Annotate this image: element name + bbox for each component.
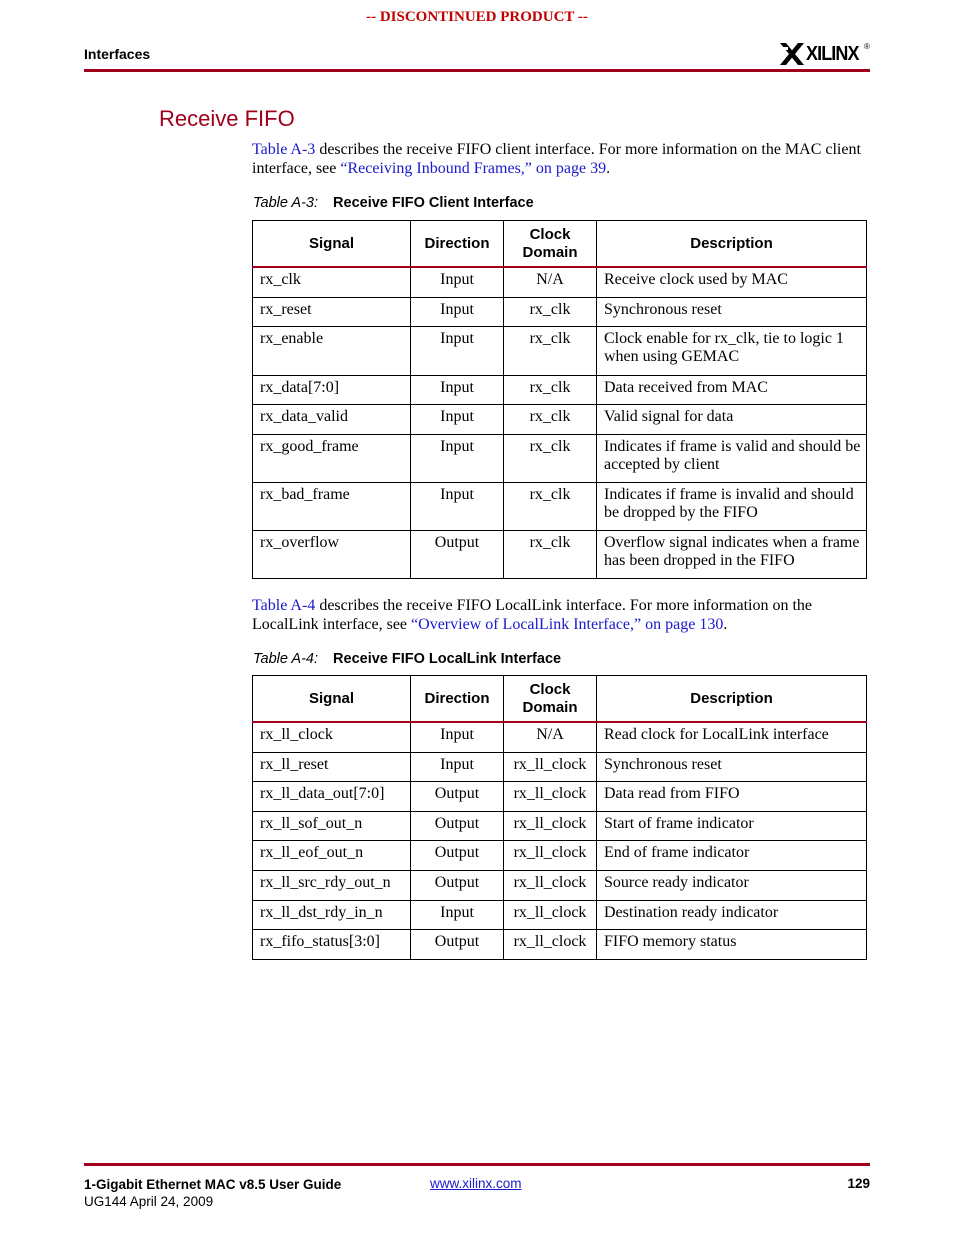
caption-title: Receive FIFO LocalLink Interface	[333, 651, 562, 667]
cell-clock-domain: N/A	[504, 267, 597, 297]
header-rule	[84, 69, 870, 72]
cell-clock-domain: rx_ll_clock	[504, 811, 597, 840]
cell-signal: rx_ll_eof_out_n	[253, 840, 411, 870]
cell-signal: rx_ll_reset	[253, 752, 411, 781]
table-row	[253, 404, 867, 434]
table-row	[253, 781, 867, 811]
cell-clock-domain: rx_ll_clock	[504, 929, 597, 959]
page-number: 129	[847, 1176, 870, 1191]
table-row	[253, 929, 867, 959]
cell-description: Synchronous reset	[597, 297, 867, 326]
caption-number: Table A-3:	[253, 195, 319, 211]
cell-description: Receive clock used by MAC	[597, 267, 867, 297]
column-header-direction: Direction	[411, 221, 504, 268]
cell-signal: rx_data[7:0]	[253, 375, 411, 404]
cell-clock-domain: rx_ll_clock	[504, 752, 597, 781]
cell-clock-domain: rx_ll_clock	[504, 840, 597, 870]
link-receiving-inbound-frames[interactable]: “Receiving Inbound Frames,” on page 39	[340, 159, 607, 177]
cell-direction: Output	[411, 929, 504, 959]
paragraph-text: describes the receive FIFO client interface. For more information on the MAC client interface, see	[252, 141, 861, 177]
table-receive-fifo-client	[252, 220, 867, 579]
table-header-row	[253, 221, 867, 268]
paragraph-table-a3-intro	[252, 141, 867, 178]
footer-doc-id: UG144 April 24, 2009	[84, 1194, 214, 1209]
paragraph-text: .	[606, 159, 611, 177]
cell-direction: Input	[411, 297, 504, 326]
cell-description: Indicates if frame is valid and should be accepted by client	[597, 434, 867, 482]
column-header-signal: Signal	[253, 221, 411, 268]
cell-direction: Input	[411, 404, 504, 434]
cell-signal: rx_enable	[253, 326, 411, 375]
column-header-direction: Direction	[411, 676, 504, 723]
cell-description: Destination ready indicator	[597, 900, 867, 929]
cell-description: Start of frame indicator	[597, 811, 867, 840]
cell-signal: rx_good_frame	[253, 434, 411, 482]
table-row	[253, 840, 867, 870]
cell-description: Source ready indicator	[597, 870, 867, 900]
table-row	[253, 326, 867, 375]
cell-direction: Input	[411, 267, 504, 297]
column-header-signal: Signal	[253, 676, 411, 723]
header-section-name: Interfaces	[84, 46, 151, 62]
table-row	[253, 297, 867, 326]
paragraph-text: .	[723, 615, 728, 633]
cell-clock-domain: rx_clk	[504, 297, 597, 326]
cell-clock-domain: rx_clk	[504, 326, 597, 375]
cell-description: Synchronous reset	[597, 752, 867, 781]
cell-signal: rx_ll_data_out[7:0]	[253, 781, 411, 811]
cell-signal: rx_data_valid	[253, 404, 411, 434]
cell-description: Valid signal for data	[597, 404, 867, 434]
section-title: Receive FIFO	[159, 106, 295, 131]
table-row	[253, 375, 867, 404]
cell-description: FIFO memory status	[597, 929, 867, 959]
cell-direction: Input	[411, 326, 504, 375]
cell-signal: rx_ll_dst_rdy_in_n	[253, 900, 411, 929]
link-overview-locallink-interface[interactable]: “Overview of LocalLink Interface,” on page 130	[411, 615, 724, 633]
cell-description: End of frame indicator	[597, 840, 867, 870]
footer-left	[84, 1176, 341, 1210]
table-header-row	[253, 676, 867, 723]
cell-direction: Input	[411, 434, 504, 482]
xilinx-logo-text: XILINX	[806, 42, 859, 65]
paragraph-table-a4-intro	[252, 597, 867, 634]
cell-clock-domain: rx_ll_clock	[504, 870, 597, 900]
link-table-a3[interactable]: Table A-3	[252, 141, 316, 158]
discontinued-banner: -- DISCONTINUED PRODUCT --	[366, 9, 588, 25]
table-row	[253, 434, 867, 482]
caption-title: Receive FIFO Client Interface	[333, 195, 534, 211]
xilinx-logo	[779, 40, 870, 68]
cell-direction: Output	[411, 530, 504, 578]
table-row	[253, 752, 867, 781]
cell-description: Clock enable for rx_clk, tie to logic 1 when using GEMAC	[597, 326, 867, 375]
cell-signal: rx_bad_frame	[253, 482, 411, 530]
cell-description: Overflow signal indicates when a frame has been dropped in the FIFO	[597, 530, 867, 578]
column-header-description: Description	[597, 676, 867, 723]
column-header-clock-domain: Clock Domain	[504, 676, 597, 723]
cell-direction: Input	[411, 722, 504, 752]
table-row	[253, 722, 867, 752]
cell-signal: rx_clk	[253, 267, 411, 297]
cell-signal: rx_reset	[253, 297, 411, 326]
cell-direction: Input	[411, 752, 504, 781]
registered-mark: ®	[864, 42, 870, 51]
table-row	[253, 267, 867, 297]
cell-signal: rx_ll_clock	[253, 722, 411, 752]
table-row	[253, 870, 867, 900]
cell-description: Data read from FIFO	[597, 781, 867, 811]
cell-direction: Output	[411, 840, 504, 870]
link-table-a4[interactable]: Table A-4	[252, 597, 316, 614]
cell-direction: Input	[411, 375, 504, 404]
table-row	[253, 530, 867, 578]
cell-clock-domain: rx_ll_clock	[504, 900, 597, 929]
column-header-description: Description	[597, 221, 867, 268]
cell-clock-domain: rx_clk	[504, 375, 597, 404]
footer-rule	[84, 1163, 870, 1166]
table-a4-caption	[253, 651, 561, 667]
table-row	[253, 900, 867, 929]
cell-direction: Input	[411, 482, 504, 530]
cell-clock-domain: rx_ll_clock	[504, 781, 597, 811]
cell-description: Data received from MAC	[597, 375, 867, 404]
cell-clock-domain: rx_clk	[504, 530, 597, 578]
table-a3-caption	[253, 195, 534, 211]
table-row	[253, 482, 867, 530]
cell-signal: rx_ll_src_rdy_out_n	[253, 870, 411, 900]
cell-signal: rx_ll_sof_out_n	[253, 811, 411, 840]
cell-direction: Input	[411, 900, 504, 929]
cell-clock-domain: rx_clk	[504, 482, 597, 530]
column-header-clock-domain: Clock Domain	[504, 221, 597, 268]
table-receive-fifo-locallink	[252, 675, 867, 960]
cell-direction: Output	[411, 870, 504, 900]
cell-direction: Output	[411, 811, 504, 840]
cell-description: Read clock for LocalLink interface	[597, 722, 867, 752]
xilinx-x-logo-icon	[779, 41, 805, 67]
cell-signal: rx_fifo_status[3:0]	[253, 929, 411, 959]
paragraph-text: describes the receive FIFO LocalLink interface. For more information on the LocalLink interface, see	[252, 597, 813, 633]
cell-signal: rx_overflow	[253, 530, 411, 578]
caption-number: Table A-4:	[253, 651, 319, 667]
table-row	[253, 811, 867, 840]
cell-description: Indicates if frame is invalid and should be dropped by the FIFO	[597, 482, 867, 530]
footer-guide-title: 1-Gigabit Ethernet MAC v8.5 User Guide	[84, 1177, 342, 1192]
cell-direction: Output	[411, 781, 504, 811]
cell-clock-domain: rx_clk	[504, 404, 597, 434]
cell-clock-domain: rx_clk	[504, 434, 597, 482]
footer-url-link[interactable]: www.xilinx.com	[430, 1176, 522, 1191]
cell-clock-domain: N/A	[504, 722, 597, 752]
